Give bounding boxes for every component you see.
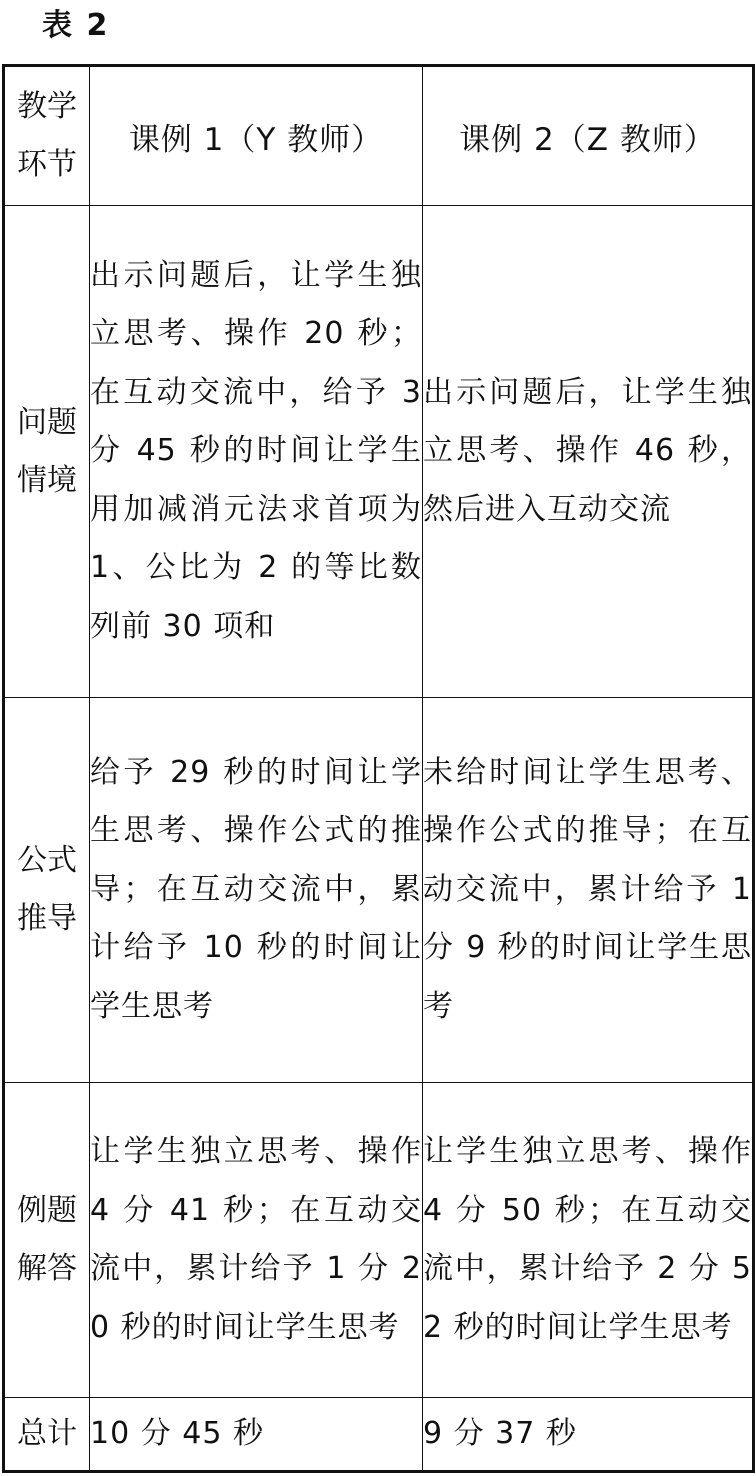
table-row [4, 206, 754, 698]
stage-cell [4, 206, 90, 698]
header-case-2: 课例 2（Z 教师） [423, 66, 754, 206]
comparison-table [2, 64, 755, 1473]
table-caption: 表 2 [42, 8, 110, 43]
case-1-cell: 出示问题后，让学生独立思考、操作 20 秒；在互动交流中，给予 3 分 45 秒的时间让学生用加减消元法求首项为 1、公比为 2 的等比数列前 30 项和 [90, 206, 423, 698]
header-stage [4, 66, 90, 206]
stage-line: 总计 [17, 1416, 77, 1451]
table-row [4, 1083, 754, 1398]
stage-line: 公式 [17, 843, 77, 878]
stage-cell [4, 1083, 90, 1398]
table-row [4, 698, 754, 1083]
table-row-total [4, 1398, 754, 1472]
stage-line: 解答 [17, 1251, 77, 1286]
case-1-total: 10 分 45 秒 [90, 1398, 423, 1472]
case-2-total: 9 分 37 秒 [423, 1398, 754, 1472]
case-1-cell: 给予 29 秒的时间让学生思考、操作公式的推导；在互动交流中，累计给予 10 秒的时间让学生思考 [90, 698, 423, 1083]
stage-line: 推导 [17, 901, 77, 936]
table-header-row [4, 66, 754, 206]
header-stage-line-2: 环节 [17, 147, 77, 182]
case-2-cell: 让学生独立思考、操作 4 分 50 秒；在互动交流中，累计给予 2 分 52 秒的时间让学生思考 [423, 1083, 754, 1398]
stage-cell-total [4, 1398, 90, 1472]
stage-line: 例题 [17, 1193, 77, 1228]
header-stage-line-1: 教学 [17, 89, 77, 124]
case-1-cell: 让学生独立思考、操作 4 分 41 秒；在互动交流中，累计给予 1 分 20 秒的时间让学生思考 [90, 1083, 423, 1398]
stage-cell [4, 698, 90, 1083]
case-2-cell: 未给时间让学生思考、操作公式的推导；在互动交流中，累计给予 1 分 9 秒的时间让学生思考 [423, 698, 754, 1083]
stage-line: 情境 [17, 462, 77, 498]
stage-line: 问题 [17, 404, 77, 440]
case-2-cell: 出示问题后，让学生独立思考、操作 46 秒，然后进入互动交流 [423, 206, 754, 698]
header-case-1: 课例 1（Y 教师） [90, 66, 423, 206]
